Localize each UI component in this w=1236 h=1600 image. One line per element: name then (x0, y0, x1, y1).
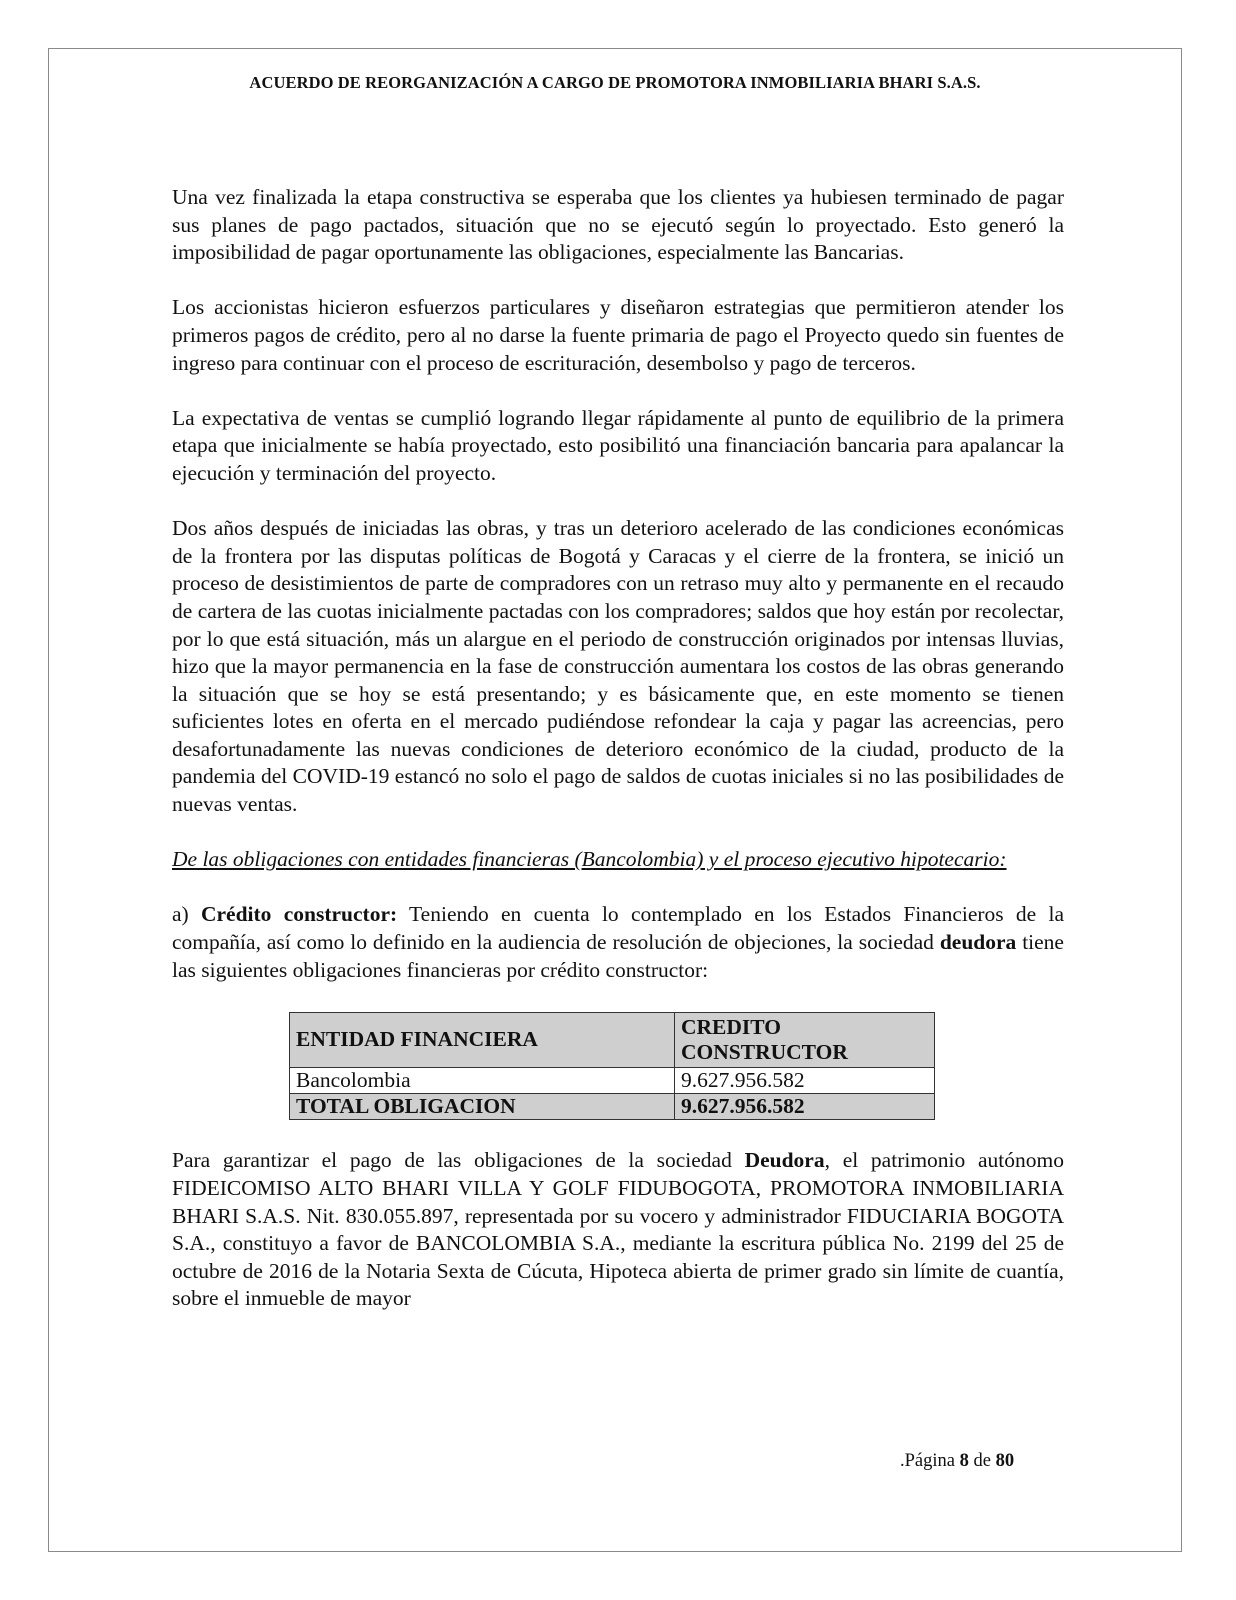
table-header-entity: ENTIDAD FINANCIERA (290, 1012, 675, 1067)
credit-text-1: Teniendo en cuenta lo contemplado en los Estados Financieros de la compañía, así como lo definido en la audiencia de resolución de objeciones, la sociedad (172, 902, 1065, 955)
paragraph-3: La expectativa de ventas se cumplió logrando llegar rápidamente al punto de equilibrio de la primera etapa que inicialmente se había proyectado, esto posibilitó una financiación bancaria para apalancar la ejecución y terminación del proyecto. (172, 405, 1064, 485)
document-header: ACUERDO DE REORGANIZACIÓN A CARGO DE PROMOTORA INMOBILIARIA BHARI S.A.S. (249, 73, 981, 92)
guarantee-bold-word: Deudora (744, 1148, 825, 1173)
table-total-label: TOTAL OBLIGACION (290, 1093, 675, 1119)
guarantee-text-2: , el patrimonio autónomo FIDEICOMISO ALTO BHARI VILLA Y GOLF FIDUBOGOTA, PROMOTORA INMOBILIARIA BHARI S.A.S. Nit. 830.055.897, representada por su vocero y administrador FIDUCIARIA BOGOTA S.A., constituyo a favor de BANCOLOMBIA S.A., mediante la escritura pública No. 2199 del 25 de octubre de 2016 de la Notaria Sexta de Cúcuta, Hipoteca abierta de primer grado sin límite de cuantía, sobre el inmueble de mayor (172, 1148, 1064, 1311)
table-total-amount: 9.627.956.582 (675, 1093, 935, 1119)
table-cell-entity: Bancolombia (290, 1067, 675, 1093)
credit-text-2: tiene las siguientes obligaciones financieras por crédito constructor: (172, 930, 1064, 982)
financial-obligations-table (289, 1012, 935, 1120)
page-number-middle: de (968, 1451, 996, 1471)
credit-bold-word: deudora (939, 930, 1017, 955)
table-header-row (290, 1012, 935, 1067)
table-header-credit: CREDITO CONSTRUCTOR (675, 1012, 935, 1067)
page-number (900, 1451, 1014, 1472)
document-body (172, 184, 1064, 1341)
credit-label: Crédito constructor: (200, 902, 398, 927)
credit-paragraph (172, 901, 1064, 984)
table-wrapper (172, 1012, 1064, 1120)
page-number-total: 80 (995, 1451, 1015, 1471)
paragraph-1: Una vez finalizada la etapa constructiva se esperaba que los clientes ya hubiesen terminado de pagar sus planes de pago pactados, situación que no se ejecutó según lo proyectado. Esto generó la imposibilidad de pagar oportunamente las obligaciones, especialmente las Bancarias. (172, 185, 1064, 265)
table-total-row (290, 1093, 935, 1119)
paragraph-2: Los accionistas hicieron esfuerzos particulares y diseñaron estrategias que permitieron atender los primeros pagos de crédito, pero al no darse la fuente primaria de pago el Proyecto quedo sin fuentes de ingreso para continuar con el proceso de escrituración, desembolso y pago de terceros. (172, 295, 1064, 375)
section-title: De las obligaciones con entidades financieras (Bancolombia) y el proceso ejecutivo hipotecario: (172, 847, 1007, 872)
credit-prefix: a) (172, 902, 201, 927)
guarantee-paragraph (172, 1147, 1064, 1313)
page-number-current: 8 (959, 1451, 969, 1471)
page-number-prefix: .Página (900, 1451, 960, 1471)
paragraph-4: Dos años después de iniciadas las obras, y tras un deterioro acelerado de las condiciones económicas de la frontera por las disputas políticas de Bogotá y Caracas y el cierre de la frontera, se inició un proceso de desistimientos de parte de compradores con un retraso muy alto y permanente en el recaudo de cartera de las cuotas inicialmente pactadas con los compradores; saldos que hoy están por recolectar, por lo que está situación, más un alargue en el periodo de construcción originados por intensas lluvias, hizo que la mayor permanencia en la fase de construcción aumentara los costos de las obras generando la situación que se hoy se está presentando; y es básicamente que, en este momento se tienen suficientes lotes en oferta en el mercado pudiéndose refondear la caja y pagar las acreencias, pero desafortunadamente las nuevas condiciones de deterioro económico de la ciudad, producto de la pandemia del COVID-19 estancó no solo el pago de saldos de cuotas iniciales si no las posibilidades de nuevas ventas. (172, 516, 1064, 817)
guarantee-text-1: Para garantizar el pago de las obligaciones de la sociedad (172, 1148, 745, 1173)
table-cell-amount: 9.627.956.582 (675, 1067, 935, 1093)
table-row (290, 1067, 935, 1093)
